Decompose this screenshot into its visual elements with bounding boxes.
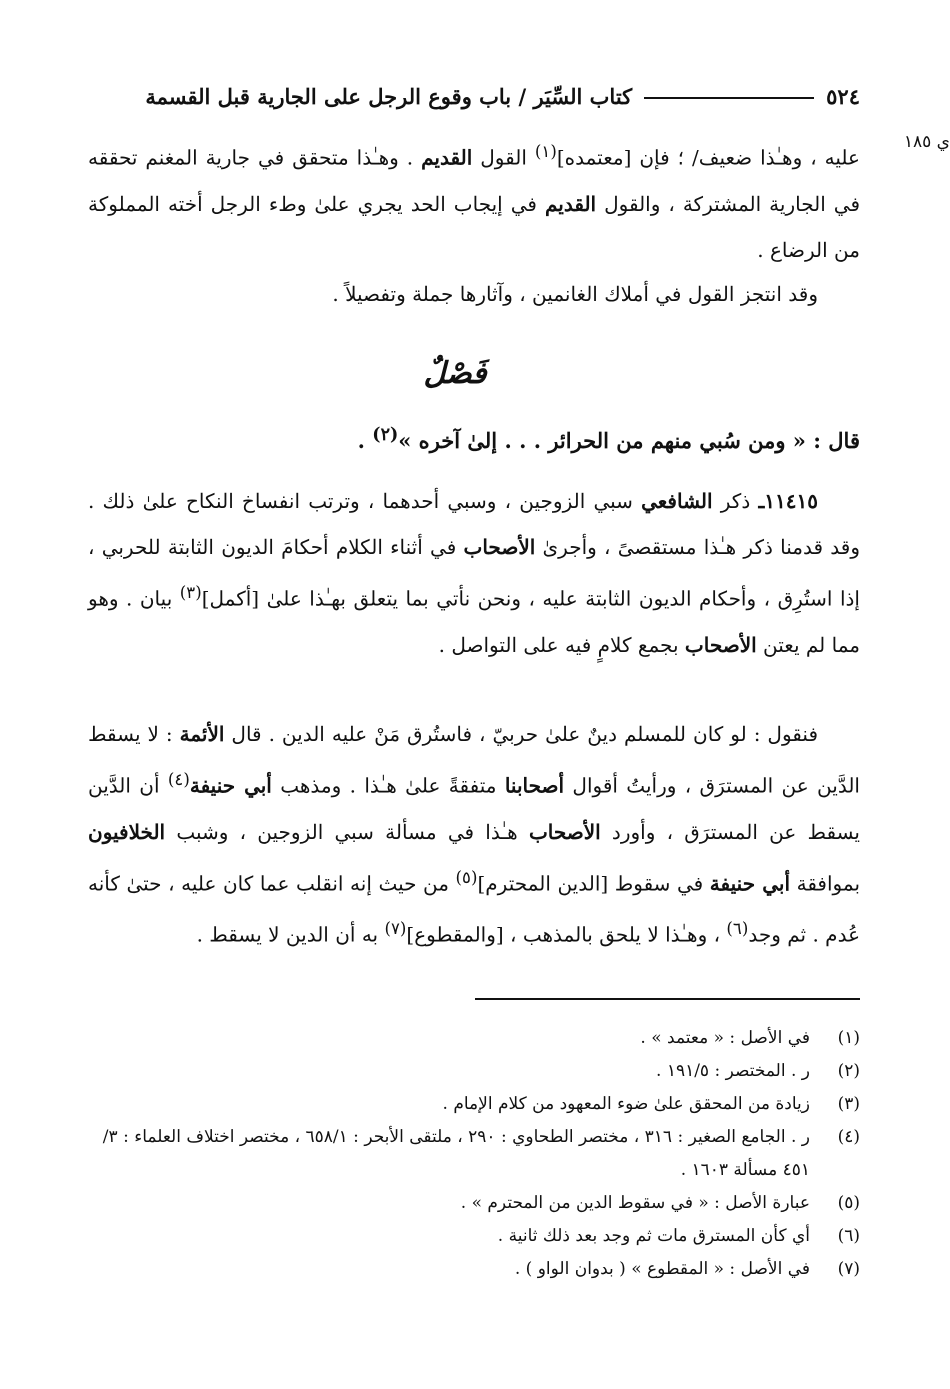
footnote-text: ر . المختصر : ١٩١/٥ . xyxy=(656,1061,810,1081)
qal-end: . xyxy=(357,428,373,453)
fasl-heading: فَصْلٌ xyxy=(423,355,487,391)
paragraph-4 xyxy=(88,711,860,958)
footnote-ref-7[interactable]: (٧) xyxy=(384,919,407,939)
para4-text-h: من حيث إنه انقلب عما كان عليه ، حتىٰ كأنه عُدم . ثم وجد xyxy=(88,871,860,947)
para4-text-j: به أن الدين لا يسقط . xyxy=(196,922,385,947)
para3-number: ١١٤١٥ـ xyxy=(758,489,819,513)
para4-text-d: أن الدَّين يسقط عن المسترَق ، وأورد xyxy=(88,773,860,844)
paragraph-1 xyxy=(88,129,860,273)
para4-keyword-ashabuna: أصحابنا xyxy=(504,773,565,798)
header-rule xyxy=(644,97,814,99)
para4-text-i: ، وهـٰذا لا يلحق بالمذهب ، [والمقطوع] xyxy=(406,922,727,947)
footnote-text: عبارة الأصل : « في سقوط الدين من المحترم » . xyxy=(460,1193,810,1213)
footnote-ref-2[interactable]: (٢) xyxy=(372,425,399,445)
qal-heading xyxy=(88,412,860,464)
footnote-number: (٧) xyxy=(837,1259,860,1279)
para1-keyword-qadim-2: القديم xyxy=(544,191,597,216)
footnote-item xyxy=(88,1121,860,1187)
para4-text-e: هـٰذا في مسألة سبي الزوجين ، وشبب xyxy=(165,819,529,844)
para4-keyword-khilafiyyun: الخلافيون xyxy=(88,819,166,844)
para1-text-a: عليه ، وهـٰذا ضعيف/ ؛ فإن [معتمده] xyxy=(556,145,860,170)
footnote-item xyxy=(88,1088,860,1121)
footnote-separator xyxy=(475,998,860,1000)
footnote-ref-3[interactable]: (٣) xyxy=(179,583,202,602)
running-header xyxy=(88,78,860,114)
footnote-text: أي كأن المسترق مات ثم وجد بعد ذلك ثانية . xyxy=(497,1226,810,1246)
section-ornament-fasl xyxy=(400,338,510,408)
para4-text-b: : لا يسقط الدَّين عن المسترَق ، ورأيتُ أقوال xyxy=(88,722,860,798)
footnote-ref-1[interactable]: (١) xyxy=(534,142,557,161)
footnote-ref-5[interactable]: (٥) xyxy=(455,867,478,887)
para2-text: وقد انتجز القول في أملاك الغانمين ، وآثارها جملة وتفصيلاً . xyxy=(332,282,818,306)
footnote-number: (١) xyxy=(837,1028,860,1048)
footnote-item xyxy=(88,1187,860,1220)
paragraph-3 xyxy=(88,478,860,668)
paragraph-2 xyxy=(88,271,860,317)
para3-keyword-ashab-2: الأصحاب xyxy=(684,632,757,657)
para4-text-a: فنقول : لو كان للمسلم دينٌ علىٰ حربيّ ، فاستُرق مَنْ عليه الدين . قال xyxy=(224,722,818,746)
para4-text-c: متفقةً علىٰ هـٰذا . ومذهب xyxy=(271,773,505,798)
para3-text-d: بيان . وهو مما لم يعتن xyxy=(88,586,860,657)
footnote-item xyxy=(88,1253,860,1286)
footnote-text: زيادة من المحقق علىٰ ضوء المعهود من كلام الإمام . xyxy=(442,1094,810,1114)
para3-text-e: بجمع كلامٍ فيه على التواصل . xyxy=(438,632,685,657)
footnote-number: (٣) xyxy=(837,1094,860,1114)
footnote-ref-6[interactable]: (٦) xyxy=(726,919,749,939)
para4-keyword-abu-hanifa-1: أبي حنيفة xyxy=(189,773,272,798)
footnote-item xyxy=(88,1220,860,1253)
para3-keyword-ashab-1: الأصحاب xyxy=(463,535,536,559)
para1-text-c: . وهـٰذا متحقق في جارية المغنم تحققه في الجارية المشتركة ، والقول xyxy=(88,145,861,216)
footnote-item xyxy=(88,1022,860,1055)
footnote-number: (٢) xyxy=(837,1061,860,1081)
para3-keyword-shafii: الشافعي xyxy=(641,489,713,513)
para4-text-g: في سقوط [الدين المحترم] xyxy=(477,871,710,896)
footnote-text: ر . الجامع الصغير : ٣١٦ ، مختصر الطحاوي : ٢٩٠ ، ملتقى الأبحر : ٦٥٨/١ ، مختصر اختلاف العلماء : ٣/ ٤٥١ مسألة ١٦٠٣ . xyxy=(102,1127,810,1180)
footnote-text: في الأصل : « المقطوع » ( بدوان الواو ) . xyxy=(514,1259,810,1279)
footnote-number: (٦) xyxy=(837,1226,860,1246)
para1-text-b: القول xyxy=(472,145,535,170)
footnote-item xyxy=(88,1055,860,1088)
margin-manuscript-ref: ي ١٨٥ xyxy=(903,132,950,152)
para4-keyword-aimma: الأئمة xyxy=(179,722,225,746)
para4-text-f: بموافقة xyxy=(790,871,861,896)
para3-text-c: في أثناء الكلام أحكامَ الديون الثابتة للحربي ، إذا استُرِق ، وأحكام الديون الثابتة عليه ، ونحن نأتي بما يتعلق بهـٰذا علىٰ [أكمل] xyxy=(88,535,860,611)
footnote-text: في الأصل : « معتمد » . xyxy=(640,1028,810,1048)
para4-keyword-ashab: الأصحاب xyxy=(528,819,601,844)
footnotes xyxy=(88,1022,860,1286)
footnote-number: (٤) xyxy=(837,1127,860,1147)
footnote-ref-4[interactable]: (٤) xyxy=(167,770,190,789)
page-number: ٥٢٤ xyxy=(826,83,860,109)
para1-text-d: في إيجاب الحد يجري علىٰ وطء الرجل أخته المملوكة من الرضاع . xyxy=(88,191,860,262)
running-title: كتاب السِّيَر / باب وقوع الرجل على الجارية قبل القسمة xyxy=(145,83,633,109)
qal-text: قال : « ومن سُبي منهم من الحرائر . . . إلىٰ آخره » xyxy=(398,428,860,453)
footnote-number: (٥) xyxy=(837,1193,860,1213)
para3-text-a: ذكر xyxy=(712,489,759,513)
para3-text-b: سبي الزوجين ، وسبي أحدهما ، وترتب انفساخ النكاح علىٰ ذلك . وقد قدمنا ذكر هـٰذا مستقصىً ، وأجرىٰ xyxy=(88,489,860,559)
para4-keyword-abu-hanifa-2: أبي حنيفة xyxy=(709,871,791,896)
para1-keyword-qadim-1: القديم xyxy=(421,145,473,170)
